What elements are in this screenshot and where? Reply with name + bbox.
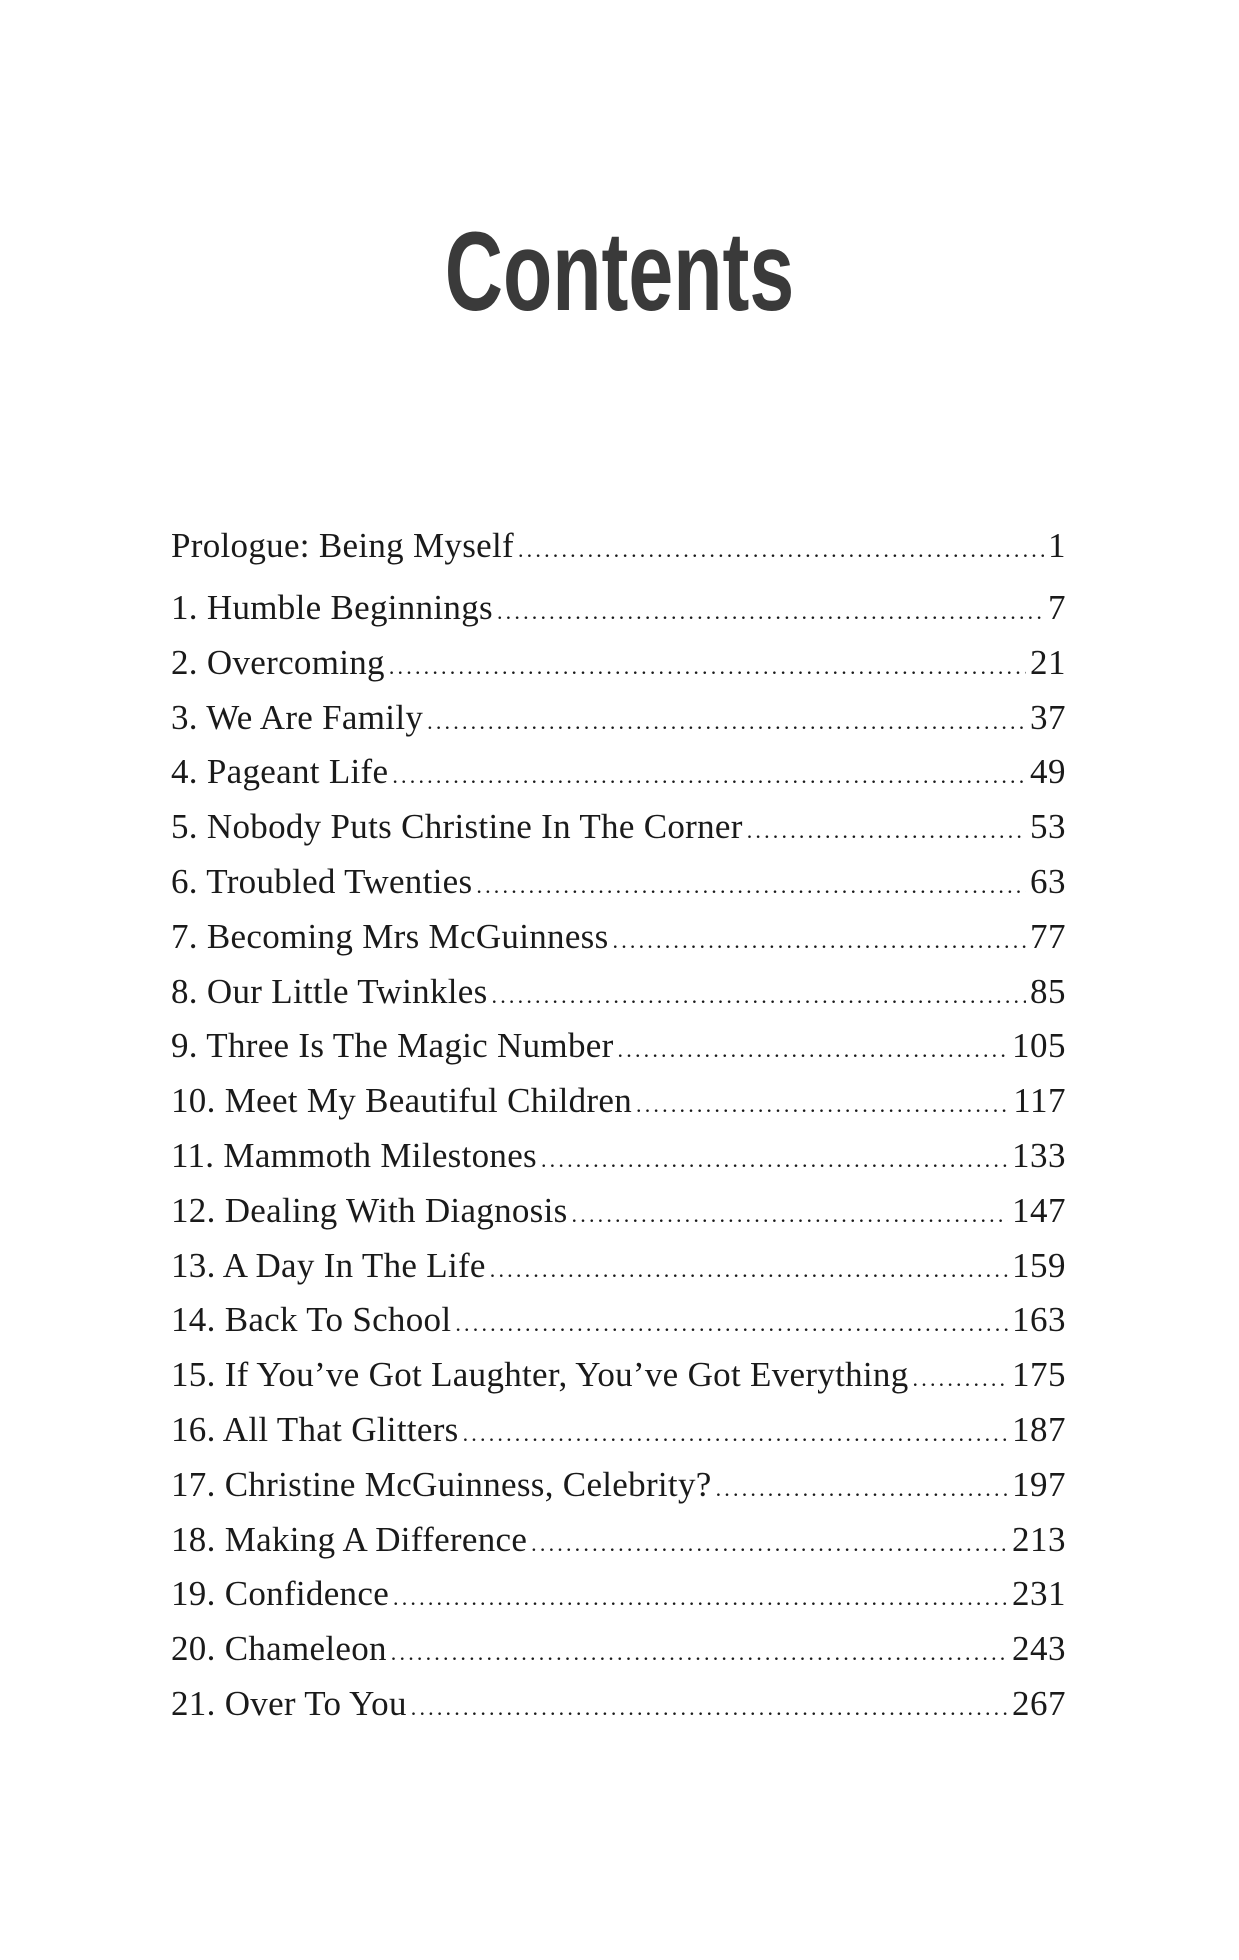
- toc-entry-page-number: 49: [1030, 752, 1066, 792]
- toc-entry-title: 6. Troubled Twenties: [171, 862, 473, 901]
- toc-entry: [171, 752, 1066, 796]
- dot-leader: [393, 1585, 1008, 1611]
- dot-leader: [463, 1421, 1008, 1447]
- toc-entry-page-number: 243: [1012, 1629, 1066, 1669]
- toc-entry-title: 18. Making A Difference: [171, 1519, 528, 1559]
- dot-leader: [716, 1476, 1008, 1502]
- dot-leader: [427, 709, 1026, 735]
- toc-entry: [171, 1410, 1066, 1454]
- toc-entry-title: 2. Overcoming: [171, 642, 385, 682]
- toc-entry: [171, 917, 1066, 961]
- dot-leader: [497, 599, 1044, 625]
- toc-entry-page-number: 7: [1048, 588, 1066, 627]
- dot-leader: [492, 983, 1026, 1009]
- dot-leader: [747, 818, 1026, 844]
- dot-leader: [531, 1531, 1008, 1557]
- toc-entry-page-number: 85: [1030, 971, 1066, 1011]
- dot-leader: [618, 1037, 1008, 1063]
- toc-entry-page-number: 267: [1012, 1684, 1066, 1723]
- toc-entry-page-number: 197: [1012, 1464, 1066, 1504]
- dot-leader: [636, 1092, 1009, 1118]
- dot-leader: [391, 1640, 1008, 1666]
- toc-entry-title: 10. Meet My Beautiful Children: [171, 1081, 633, 1121]
- dot-leader: [476, 873, 1026, 899]
- toc-entry: [171, 1136, 1066, 1180]
- toc-entry-title: 12. Dealing With Diagnosis: [171, 1190, 568, 1230]
- toc-entry-page-number: 1: [1048, 526, 1066, 565]
- toc-entry: [171, 1355, 1066, 1399]
- toc-entry-page-number: 63: [1030, 862, 1066, 901]
- dot-leader: [411, 1695, 1008, 1721]
- page-title: Contents: [444, 209, 795, 334]
- toc-entry-page-number: 175: [1012, 1355, 1066, 1395]
- toc-entry-title: 7. Becoming Mrs McGuinness: [171, 916, 609, 956]
- toc-entry: [171, 643, 1066, 687]
- toc-entry-title: 9. Three Is The Magic Number: [171, 1026, 614, 1066]
- toc-entry: [171, 862, 1066, 906]
- toc-entry-title: 21. Over To You: [171, 1684, 407, 1723]
- dot-leader: [541, 1147, 1008, 1173]
- dot-leader: [490, 1257, 1008, 1283]
- toc-entry-page-number: 37: [1030, 697, 1066, 737]
- dot-leader: [389, 654, 1026, 680]
- toc-entry: [171, 1026, 1066, 1070]
- dot-leader: [913, 1366, 1008, 1392]
- toc-entry: [171, 1574, 1066, 1618]
- dot-leader: [455, 1311, 1008, 1337]
- toc-entry: [171, 1520, 1066, 1564]
- toc-entry-page-number: 133: [1012, 1136, 1066, 1175]
- toc-entry-title: 11. Mammoth Milestones: [171, 1136, 537, 1175]
- toc-entry-page-number: 105: [1012, 1026, 1066, 1066]
- toc-entry: [171, 807, 1066, 851]
- toc-entry-page-number: 117: [1013, 1081, 1066, 1121]
- toc-entry-title: 16. All That Glitters: [171, 1410, 459, 1449]
- toc-entry-title: 14. Back To School: [171, 1300, 452, 1340]
- toc-entry-title: 8. Our Little Twinkles: [171, 971, 488, 1011]
- toc-entry: [171, 1246, 1066, 1290]
- toc-entry: [171, 972, 1066, 1016]
- toc-entry-title: 4. Pageant Life: [171, 752, 389, 792]
- dot-leader: [572, 1202, 1008, 1228]
- toc-entry-title: 20. Chameleon: [171, 1629, 387, 1669]
- dot-leader: [392, 763, 1026, 789]
- toc-entry-page-number: 213: [1012, 1519, 1066, 1559]
- toc-entry-page-number: 53: [1030, 807, 1066, 847]
- toc-entry-title: 13. A Day In The Life: [171, 1245, 486, 1285]
- toc-entry-title: 1. Humble Beginnings: [171, 588, 493, 627]
- dot-leader: [613, 928, 1027, 954]
- toc-entry: [171, 698, 1066, 742]
- toc-entry: [171, 1684, 1066, 1728]
- toc-entry-title: 5. Nobody Puts Christine In The Corner: [171, 807, 743, 847]
- toc-entry-page-number: 231: [1012, 1574, 1066, 1614]
- toc-entry-page-number: 159: [1012, 1245, 1066, 1285]
- toc-entry-page-number: 77: [1030, 916, 1066, 956]
- toc-entry-page-number: 21: [1030, 642, 1066, 682]
- toc-entry: [171, 1081, 1066, 1125]
- toc-entry-title: Prologue: Being Myself: [171, 526, 514, 565]
- toc-entry: [171, 1629, 1066, 1673]
- toc-entry-title: 17. Christine McGuinness, Celebrity?: [171, 1464, 712, 1504]
- toc-entry-title: 19. Confidence: [171, 1574, 390, 1614]
- toc-entry-title: 15. If You’ve Got Laughter, You’ve Got Everything: [171, 1355, 909, 1395]
- toc-entry: [171, 1191, 1066, 1235]
- toc-entry-page-number: 147: [1012, 1190, 1066, 1230]
- toc-entry: [171, 1465, 1066, 1509]
- toc-entry-title: 3. We Are Family: [171, 697, 424, 737]
- toc-entry: [171, 588, 1066, 632]
- toc-entry-page-number: 187: [1012, 1410, 1066, 1449]
- dot-leader: [518, 537, 1044, 563]
- toc-entry-prologue: [171, 526, 1066, 570]
- toc-entry: [171, 1300, 1066, 1344]
- toc-entry-page-number: 163: [1012, 1300, 1066, 1340]
